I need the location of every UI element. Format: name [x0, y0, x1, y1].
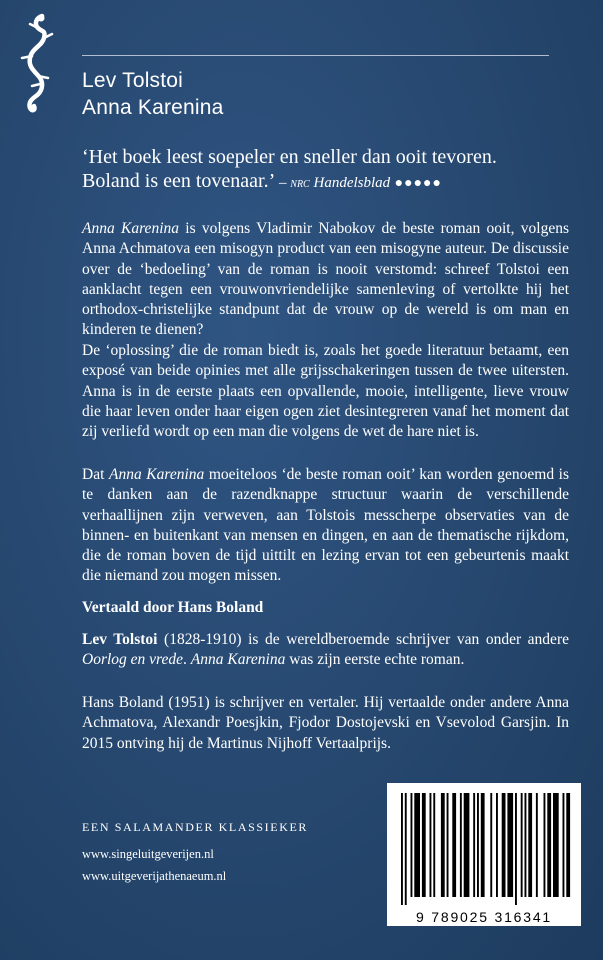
barcode-bar: [441, 793, 445, 897]
barcode-bar: [507, 793, 513, 897]
barcode-bar: [553, 793, 559, 897]
quote-source-name: Handelsblad: [309, 175, 391, 191]
barcode-bar: [433, 793, 435, 897]
barcode-bar: [547, 793, 551, 897]
paragraph-1-title: Anna Karenina: [82, 220, 179, 237]
barcode-bar: [521, 793, 523, 897]
author-bio-text: (1828-1910) is de wereldberoemde schrijver van onder andere: [157, 631, 569, 648]
rating-dots: ●●●●●: [390, 176, 442, 191]
barcode-bar: [528, 793, 532, 897]
barcode-bar: [566, 793, 570, 897]
translator-bio: Hans Boland (1951) is schrijver en vertaler. Hij vertaalde onder andere Anna Achmatova, Alexandr Poesjkin, Fjodor Dostojevski en Vsevolod Garsjin. In 2015 ontving hij de Martinus Nijhoff Vertaalprijs.: [82, 694, 569, 752]
quote-line-2: [82, 169, 562, 196]
author-bio-name: Lev Tolstoi: [82, 631, 158, 648]
barcode-bar: [481, 793, 485, 897]
isbn-number: 9 789025 316341: [416, 909, 552, 925]
press-quote: [82, 145, 562, 196]
salamander-icon: [16, 12, 62, 114]
barcode-bar: [490, 793, 492, 897]
paragraph-2: De ‘oplossing’ die de roman biedt is, zoals het goede literatuur betaamt, een exposé van beide opinies met alle grijsschakeringen tussen de twee uitersten. Anna is in de eerste plaats een opvallende, mooie, intelligente, lieve vrouw die haar leven onder haar eigen ogen ziet desintegreren vanaf het moment dat zij verliefd wordt op een man die volgens de wet de hare niet is.: [82, 342, 569, 441]
paragraph-3-text: moeiteloos ‘de beste roman ooit’ kan worden genoemd is te danken aan de razendknappe structuur waarin de verschillende verhaallijnen zijn verweven, aan Tolstois messcherpe observaties van de binnen- en buitenkant van mensen en dingen, en aan de thematische rijkdom, die de roman boven de tijd uittilt en lezing ervan tot een gebeurtenis maakt die niemand zou mogen missen.: [82, 466, 569, 585]
publisher-url-2: www.uitgeverijathenaeum.nl: [82, 869, 227, 883]
barcode-bar: [464, 793, 470, 897]
barcode-bar: [447, 793, 449, 897]
quote-line-1: ‘Het boek leest soepeler en sneller dan ooit tevoren.: [82, 146, 497, 168]
series-label: EEN SALAMANDER KLASSIEKER: [82, 820, 308, 834]
top-rule: [82, 55, 549, 56]
author-bio-end: was zijn eerste echte roman.: [285, 651, 465, 669]
paragraph-1: [82, 219, 569, 341]
barcode-bar: [452, 793, 456, 897]
barcode-bar: [411, 793, 413, 897]
barcode-bar: [515, 793, 517, 905]
author-name: Lev Tolstoi: [82, 69, 184, 92]
barcode-bar: [525, 793, 527, 897]
author-bio: [82, 630, 569, 671]
quote-source-abbr: nrc: [290, 176, 310, 191]
barcode-bar: [414, 793, 420, 897]
barcode-bar: [401, 793, 403, 905]
book-title: Anna Karenina: [82, 96, 224, 119]
barcode-bar: [405, 793, 407, 905]
barcode-panel: [387, 783, 581, 926]
quote-dash: –: [275, 175, 291, 191]
paragraph-3-title: Anna Karenina: [108, 466, 205, 483]
quote-text: Boland is een tovenaar.’: [82, 170, 276, 192]
barcode-bar: [502, 793, 506, 897]
barcode-icon: [395, 791, 573, 907]
barcode-bar: [460, 793, 462, 897]
author-bio-sep: .: [183, 651, 191, 669]
barcode-bar: [430, 793, 432, 897]
paragraph-1-text: is volgens Vladimir Nabokov de beste roman ooit, volgens Anna Achmatova een misogyn product van een misogyne auteur. De discussie over de ‘bedoeling’ van de roman is nooit verstomd: schreef Tolstoi een aanklacht tegen een vrouwonvriendelijke samenleving of vertolkte hij het orthodox-christelijke standpunt dat de vrouw op de wereld is om man en kinderen te dienen?: [82, 220, 569, 339]
paragraph-3-start: Dat: [82, 466, 109, 483]
barcode-bar: [477, 793, 479, 897]
author-bio-work-2: Anna Karenina: [190, 651, 286, 669]
barcode-bar: [536, 793, 538, 897]
barcode-bar: [563, 793, 565, 897]
publisher-url-1: www.singeluitgeverijen.nl: [82, 847, 214, 861]
barcode-bar: [422, 793, 426, 897]
barcode-bar: [496, 793, 498, 897]
author-bio-work-1: Oorlog en vrede: [82, 651, 184, 669]
barcode-bar: [544, 793, 546, 897]
paragraph-3: [82, 465, 569, 587]
translator-credit: Vertaald door Hans Boland: [82, 599, 264, 616]
barcode-bar: [473, 793, 475, 897]
